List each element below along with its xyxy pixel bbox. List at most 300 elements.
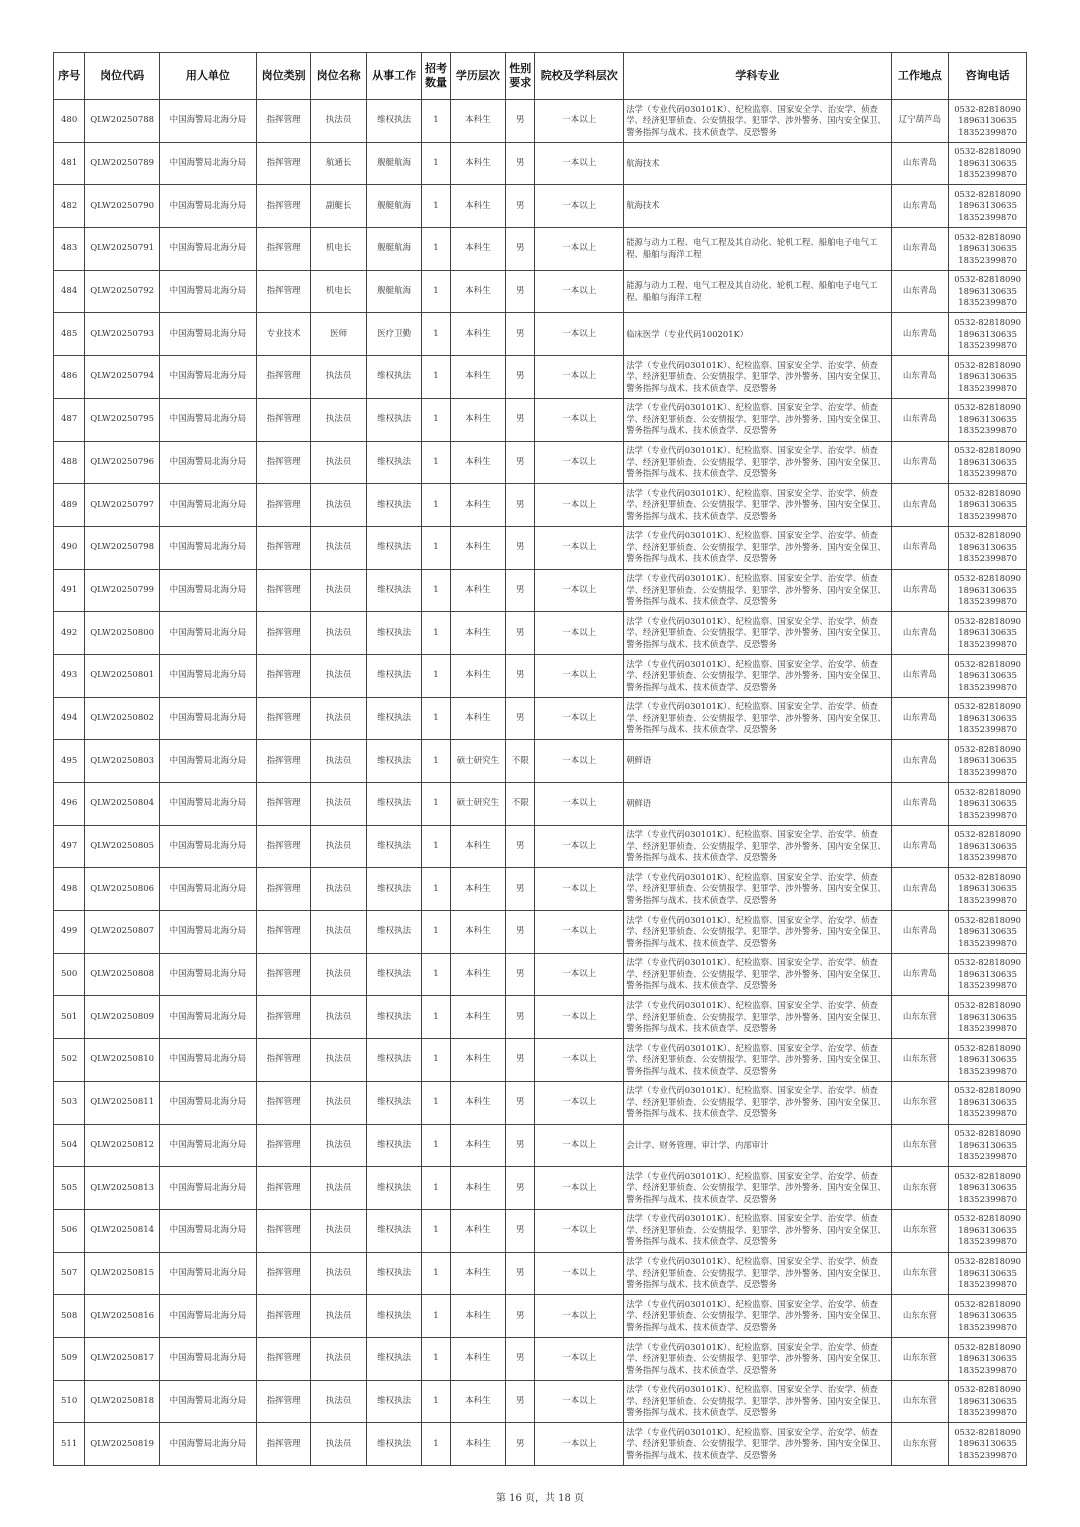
major: 法学（专业代码030101K）、纪检监察、国家安全学、治安学、侦查学、经济犯罪侦查、公安情报学、犯罪学、涉外警务、国内安全保卫、警务指挥与战术、技术侦查学、反恐警务: [624, 484, 891, 527]
contact-phone: 0532-82818090 18963130635 18352399870: [949, 1337, 1027, 1380]
school-level: 一本以上: [535, 1380, 624, 1423]
employer: 中国海警局北海分局: [159, 996, 256, 1039]
major: 法学（专业代码030101K）、纪检监察、国家安全学、治安学、侦查学、经济犯罪侦查、公安情报学、犯罪学、涉外警务、国内安全保卫、警务指挥与战术、技术侦查学、反恐警务: [624, 697, 891, 740]
school-level: 一本以上: [535, 825, 624, 868]
education-level: 本科生: [450, 1124, 506, 1167]
post-name: 执法员: [311, 526, 367, 569]
school-level: 一本以上: [535, 783, 624, 826]
page-footer: 第 16 页，共 18 页: [495, 1493, 585, 1504]
major: 航海技术: [624, 142, 891, 185]
major: 法学（专业代码030101K）、纪检监察、国家安全学、治安学、侦查学、经济犯罪侦查、公安情报学、犯罪学、涉外警务、国内安全保卫、警务指挥与战术、技术侦查学、反恐警务: [624, 911, 891, 954]
school-level: 一本以上: [535, 484, 624, 527]
work-location: 山东青岛: [891, 142, 949, 185]
row-number: 505: [54, 1167, 85, 1210]
table-row: [54, 313, 1027, 356]
row-number: 511: [54, 1423, 85, 1466]
quota: 1: [422, 484, 450, 527]
quota: 1: [422, 398, 450, 441]
work-type: 舰艇航海: [366, 185, 422, 228]
contact-phone: 0532-82818090 18963130635 18352399870: [949, 1295, 1027, 1338]
contact-phone: 0532-82818090 18963130635 18352399870: [949, 612, 1027, 655]
quota: 1: [422, 100, 450, 143]
table-row: [54, 270, 1027, 313]
row-number: 483: [54, 228, 85, 271]
post-name: 执法员: [311, 1167, 367, 1210]
table-row: [54, 1423, 1027, 1466]
work-location: 山东青岛: [891, 569, 949, 612]
quota: 1: [422, 697, 450, 740]
table-row: [54, 100, 1027, 143]
work-type: 维权执法: [366, 1337, 422, 1380]
gender-requirement: 男: [506, 1167, 535, 1210]
row-number: 485: [54, 313, 85, 356]
post-category: 指挥管理: [256, 1124, 311, 1167]
quota: 1: [422, 996, 450, 1039]
gender-requirement: 男: [506, 1337, 535, 1380]
employer: 中国海警局北海分局: [159, 953, 256, 996]
post-name: 执法员: [311, 996, 367, 1039]
row-number: 484: [54, 270, 85, 313]
employer: 中国海警局北海分局: [159, 1295, 256, 1338]
gender-requirement: 男: [506, 356, 535, 399]
employer: 中国海警局北海分局: [159, 868, 256, 911]
work-type: 维权执法: [366, 740, 422, 783]
table-row: [54, 142, 1027, 185]
education-level: 本科生: [450, 1167, 506, 1210]
school-level: 一本以上: [535, 313, 624, 356]
gender-requirement: 男: [506, 654, 535, 697]
contact-phone: 0532-82818090 18963130635 18352399870: [949, 868, 1027, 911]
post-code: QLW20250803: [85, 740, 160, 783]
education-level: 本科生: [450, 911, 506, 954]
post-code: QLW20250789: [85, 142, 160, 185]
work-type: 维权执法: [366, 1380, 422, 1423]
work-location: 山东东营: [891, 1209, 949, 1252]
post-category: 指挥管理: [256, 1380, 311, 1423]
work-location: 山东东营: [891, 1167, 949, 1210]
employer: 中国海警局北海分局: [159, 441, 256, 484]
work-location: 山东东营: [891, 1039, 949, 1082]
table-row: [54, 953, 1027, 996]
major: 法学（专业代码030101K）、纪检监察、国家安全学、治安学、侦查学、经济犯罪侦查、公安情报学、犯罪学、涉外警务、国内安全保卫、警务指挥与战术、技术侦查学、反恐警务: [624, 1380, 891, 1423]
education-level: 本科生: [450, 228, 506, 271]
school-level: 一本以上: [535, 526, 624, 569]
work-type: 维权执法: [366, 1081, 422, 1124]
gender-requirement: 男: [506, 953, 535, 996]
work-location: 山东青岛: [891, 825, 949, 868]
quota: 1: [422, 953, 450, 996]
school-level: 一本以上: [535, 1039, 624, 1082]
post-category: 指挥管理: [256, 953, 311, 996]
school-level: 一本以上: [535, 1209, 624, 1252]
employer: 中国海警局北海分局: [159, 313, 256, 356]
work-type: 维权执法: [366, 911, 422, 954]
school-level: 一本以上: [535, 569, 624, 612]
work-type: 舰艇航海: [366, 270, 422, 313]
post-category: 指挥管理: [256, 228, 311, 271]
row-number: 508: [54, 1295, 85, 1338]
school-level: 一本以上: [535, 356, 624, 399]
contact-phone: 0532-82818090 18963130635 18352399870: [949, 228, 1027, 271]
gender-requirement: 男: [506, 1081, 535, 1124]
education-level: 本科生: [450, 953, 506, 996]
contact-phone: 0532-82818090 18963130635 18352399870: [949, 1209, 1027, 1252]
education-level: 本科生: [450, 1337, 506, 1380]
major: 朝鲜语: [624, 740, 891, 783]
gender-requirement: 男: [506, 569, 535, 612]
school-level: 一本以上: [535, 398, 624, 441]
school-level: 一本以上: [535, 996, 624, 1039]
row-number: 507: [54, 1252, 85, 1295]
gender-requirement: 不限: [506, 783, 535, 826]
work-location: 辽宁葫芦岛: [891, 100, 949, 143]
quota: 1: [422, 825, 450, 868]
contact-phone: 0532-82818090 18963130635 18352399870: [949, 1380, 1027, 1423]
post-name: 执法员: [311, 398, 367, 441]
post-name: 执法员: [311, 1039, 367, 1082]
post-name: 机电长: [311, 228, 367, 271]
education-level: 本科生: [450, 270, 506, 313]
major: 法学（专业代码030101K）、纪检监察、国家安全学、治安学、侦查学、经济犯罪侦查、公安情报学、犯罪学、涉外警务、国内安全保卫、警务指挥与战术、技术侦查学、反恐警务: [624, 1337, 891, 1380]
quota: 1: [422, 1209, 450, 1252]
post-category: 指挥管理: [256, 356, 311, 399]
education-level: 本科生: [450, 1295, 506, 1338]
table-row: [54, 569, 1027, 612]
gender-requirement: 男: [506, 228, 535, 271]
gender-requirement: 男: [506, 868, 535, 911]
post-name: 执法员: [311, 441, 367, 484]
major: 法学（专业代码030101K）、纪检监察、国家安全学、治安学、侦查学、经济犯罪侦查、公安情报学、犯罪学、涉外警务、国内安全保卫、警务指挥与战术、技术侦查学、反恐警务: [624, 1252, 891, 1295]
school-level: 一本以上: [535, 1252, 624, 1295]
school-level: 一本以上: [535, 1124, 624, 1167]
table-row: [54, 356, 1027, 399]
post-code: QLW20250796: [85, 441, 160, 484]
table-row: [54, 1081, 1027, 1124]
work-location: 山东青岛: [891, 185, 949, 228]
contact-phone: 0532-82818090 18963130635 18352399870: [949, 100, 1027, 143]
work-type: 维权执法: [366, 1167, 422, 1210]
row-number: 495: [54, 740, 85, 783]
row-number: 492: [54, 612, 85, 655]
gender-requirement: 男: [506, 1039, 535, 1082]
quota: 1: [422, 270, 450, 313]
work-type: 维权执法: [366, 484, 422, 527]
row-number: 487: [54, 398, 85, 441]
gender-requirement: 男: [506, 996, 535, 1039]
education-level: 本科生: [450, 1423, 506, 1466]
quota: 1: [422, 1252, 450, 1295]
post-code: QLW20250811: [85, 1081, 160, 1124]
quota: 1: [422, 612, 450, 655]
header-cell: 学科专业: [624, 53, 891, 100]
quota: 1: [422, 1423, 450, 1466]
table-body: [54, 100, 1027, 1466]
quota: 1: [422, 783, 450, 826]
education-level: 硕士研究生: [450, 783, 506, 826]
work-location: 山东东营: [891, 1252, 949, 1295]
work-type: 维权执法: [366, 398, 422, 441]
work-type: 维权执法: [366, 953, 422, 996]
major: 法学（专业代码030101K）、纪检监察、国家安全学、治安学、侦查学、经济犯罪侦查、公安情报学、犯罪学、涉外警务、国内安全保卫、警务指挥与战术、技术侦查学、反恐警务: [624, 569, 891, 612]
work-location: 山东青岛: [891, 654, 949, 697]
header-cell: 招考 数量: [422, 53, 450, 100]
row-number: 500: [54, 953, 85, 996]
table-row: [54, 441, 1027, 484]
post-category: 指挥管理: [256, 783, 311, 826]
table-row: [54, 1039, 1027, 1082]
major: 法学（专业代码030101K）、纪检监察、国家安全学、治安学、侦查学、经济犯罪侦查、公安情报学、犯罪学、涉外警务、国内安全保卫、警务指挥与战术、技术侦查学、反恐警务: [624, 356, 891, 399]
quota: 1: [422, 654, 450, 697]
employer: 中国海警局北海分局: [159, 697, 256, 740]
quota: 1: [422, 569, 450, 612]
major: 法学（专业代码030101K）、纪检监察、国家安全学、治安学、侦查学、经济犯罪侦查、公安情报学、犯罪学、涉外警务、国内安全保卫、警务指挥与战术、技术侦查学、反恐警务: [624, 612, 891, 655]
school-level: 一本以上: [535, 185, 624, 228]
post-code: QLW20250805: [85, 825, 160, 868]
gender-requirement: 男: [506, 142, 535, 185]
work-location: 山东青岛: [891, 526, 949, 569]
school-level: 一本以上: [535, 697, 624, 740]
major: 法学（专业代码030101K）、纪检监察、国家安全学、治安学、侦查学、经济犯罪侦查、公安情报学、犯罪学、涉外警务、国内安全保卫、警务指挥与战术、技术侦查学、反恐警务: [624, 825, 891, 868]
work-location: 山东东营: [891, 1081, 949, 1124]
post-name: 执法员: [311, 484, 367, 527]
post-name: 执法员: [311, 697, 367, 740]
gender-requirement: 男: [506, 1423, 535, 1466]
employer: 中国海警局北海分局: [159, 1039, 256, 1082]
contact-phone: 0532-82818090 18963130635 18352399870: [949, 441, 1027, 484]
quota: 1: [422, 185, 450, 228]
education-level: 本科生: [450, 825, 506, 868]
school-level: 一本以上: [535, 953, 624, 996]
major: 法学（专业代码030101K）、纪检监察、国家安全学、治安学、侦查学、经济犯罪侦查、公安情报学、犯罪学、涉外警务、国内安全保卫、警务指挥与战术、技术侦查学、反恐警务: [624, 654, 891, 697]
work-location: 山东东营: [891, 1380, 949, 1423]
table-row: [54, 1209, 1027, 1252]
work-type: 维权执法: [366, 441, 422, 484]
post-name: 执法员: [311, 1423, 367, 1466]
quota: 1: [422, 1337, 450, 1380]
school-level: 一本以上: [535, 270, 624, 313]
work-type: 维权执法: [366, 1252, 422, 1295]
post-code: QLW20250816: [85, 1295, 160, 1338]
gender-requirement: 男: [506, 612, 535, 655]
post-code: QLW20250790: [85, 185, 160, 228]
contact-phone: 0532-82818090 18963130635 18352399870: [949, 569, 1027, 612]
employer: 中国海警局北海分局: [159, 1337, 256, 1380]
contact-phone: 0532-82818090 18963130635 18352399870: [949, 953, 1027, 996]
post-category: 指挥管理: [256, 142, 311, 185]
work-location: 山东东营: [891, 1337, 949, 1380]
quota: 1: [422, 1167, 450, 1210]
major: 法学（专业代码030101K）、纪检监察、国家安全学、治安学、侦查学、经济犯罪侦查、公安情报学、犯罪学、涉外警务、国内安全保卫、警务指挥与战术、技术侦查学、反恐警务: [624, 868, 891, 911]
employer: 中国海警局北海分局: [159, 526, 256, 569]
work-type: 维权执法: [366, 1295, 422, 1338]
employer: 中国海警局北海分局: [159, 398, 256, 441]
education-level: 本科生: [450, 142, 506, 185]
education-level: 本科生: [450, 569, 506, 612]
post-name: 执法员: [311, 1380, 367, 1423]
post-category: 指挥管理: [256, 100, 311, 143]
school-level: 一本以上: [535, 911, 624, 954]
major: 法学（专业代码030101K）、纪检监察、国家安全学、治安学、侦查学、经济犯罪侦查、公安情报学、犯罪学、涉外警务、国内安全保卫、警务指挥与战术、技术侦查学、反恐警务: [624, 100, 891, 143]
post-category: 指挥管理: [256, 911, 311, 954]
work-type: 维权执法: [366, 526, 422, 569]
post-category: 指挥管理: [256, 185, 311, 228]
post-name: 执法员: [311, 911, 367, 954]
table-row: [54, 996, 1027, 1039]
employer: 中国海警局北海分局: [159, 484, 256, 527]
quota: 1: [422, 740, 450, 783]
school-level: 一本以上: [535, 1081, 624, 1124]
quota: 1: [422, 356, 450, 399]
school-level: 一本以上: [535, 228, 624, 271]
employer: 中国海警局北海分局: [159, 911, 256, 954]
work-type: 维权执法: [366, 1039, 422, 1082]
table-row: [54, 228, 1027, 271]
post-code: QLW20250797: [85, 484, 160, 527]
school-level: 一本以上: [535, 740, 624, 783]
quota: 1: [422, 228, 450, 271]
post-category: 指挥管理: [256, 1209, 311, 1252]
work-type: 维权执法: [366, 1423, 422, 1466]
gender-requirement: 男: [506, 1124, 535, 1167]
table-row: [54, 868, 1027, 911]
contact-phone: 0532-82818090 18963130635 18352399870: [949, 783, 1027, 826]
employer: 中国海警局北海分局: [159, 185, 256, 228]
post-code: QLW20250802: [85, 697, 160, 740]
post-category: 指挥管理: [256, 398, 311, 441]
quota: 1: [422, 1039, 450, 1082]
header-cell: 院校及学科层次: [535, 53, 624, 100]
contact-phone: 0532-82818090 18963130635 18352399870: [949, 1081, 1027, 1124]
education-level: 本科生: [450, 1081, 506, 1124]
school-level: 一本以上: [535, 1337, 624, 1380]
post-code: QLW20250817: [85, 1337, 160, 1380]
employer: 中国海警局北海分局: [159, 270, 256, 313]
post-code: QLW20250813: [85, 1167, 160, 1210]
post-code: QLW20250804: [85, 783, 160, 826]
contact-phone: 0532-82818090 18963130635 18352399870: [949, 1124, 1027, 1167]
contact-phone: 0532-82818090 18963130635 18352399870: [949, 1167, 1027, 1210]
post-category: 指挥管理: [256, 825, 311, 868]
table-row: [54, 185, 1027, 228]
post-code: QLW20250809: [85, 996, 160, 1039]
contact-phone: 0532-82818090 18963130635 18352399870: [949, 996, 1027, 1039]
quota: 1: [422, 1124, 450, 1167]
table-row: [54, 526, 1027, 569]
employer: 中国海警局北海分局: [159, 654, 256, 697]
gender-requirement: 男: [506, 270, 535, 313]
gender-requirement: 男: [506, 441, 535, 484]
post-code: QLW20250795: [85, 398, 160, 441]
contact-phone: 0532-82818090 18963130635 18352399870: [949, 398, 1027, 441]
row-number: 503: [54, 1081, 85, 1124]
employer: 中国海警局北海分局: [159, 1209, 256, 1252]
post-code: QLW20250815: [85, 1252, 160, 1295]
table-row: [54, 911, 1027, 954]
work-type: 维权执法: [366, 868, 422, 911]
gender-requirement: 男: [506, 100, 535, 143]
header-cell: 性别 要求: [506, 53, 535, 100]
post-category: 指挥管理: [256, 1295, 311, 1338]
education-level: 本科生: [450, 612, 506, 655]
post-code: QLW20250812: [85, 1124, 160, 1167]
post-name: 执法员: [311, 569, 367, 612]
row-number: 493: [54, 654, 85, 697]
major: 法学（专业代码030101K）、纪检监察、国家安全学、治安学、侦查学、经济犯罪侦查、公安情报学、犯罪学、涉外警务、国内安全保卫、警务指挥与战术、技术侦查学、反恐警务: [624, 1295, 891, 1338]
work-location: 山东青岛: [891, 441, 949, 484]
post-name: 航通长: [311, 142, 367, 185]
work-location: 山东青岛: [891, 356, 949, 399]
major: 法学（专业代码030101K）、纪检监察、国家安全学、治安学、侦查学、经济犯罪侦查、公安情报学、犯罪学、涉外警务、国内安全保卫、警务指挥与战术、技术侦查学、反恐警务: [624, 398, 891, 441]
school-level: 一本以上: [535, 1423, 624, 1466]
contact-phone: 0532-82818090 18963130635 18352399870: [949, 1039, 1027, 1082]
employer: 中国海警局北海分局: [159, 356, 256, 399]
header-cell: 从事工作: [366, 53, 422, 100]
post-category: 专业技术: [256, 313, 311, 356]
post-code: QLW20250807: [85, 911, 160, 954]
row-number: 509: [54, 1337, 85, 1380]
table-row: [54, 1295, 1027, 1338]
row-number: 498: [54, 868, 85, 911]
work-location: 山东青岛: [891, 953, 949, 996]
post-category: 指挥管理: [256, 996, 311, 1039]
post-code: QLW20250819: [85, 1423, 160, 1466]
post-category: 指挥管理: [256, 1337, 311, 1380]
contact-phone: 0532-82818090 18963130635 18352399870: [949, 142, 1027, 185]
school-level: 一本以上: [535, 142, 624, 185]
contact-phone: 0532-82818090 18963130635 18352399870: [949, 697, 1027, 740]
post-code: QLW20250792: [85, 270, 160, 313]
post-code: QLW20250814: [85, 1209, 160, 1252]
post-code: QLW20250800: [85, 612, 160, 655]
post-code: QLW20250806: [85, 868, 160, 911]
post-name: 执法员: [311, 612, 367, 655]
education-level: 本科生: [450, 1209, 506, 1252]
post-name: 副艇长: [311, 185, 367, 228]
post-name: 执法员: [311, 868, 367, 911]
post-category: 指挥管理: [256, 868, 311, 911]
post-name: 执法员: [311, 1209, 367, 1252]
post-code: QLW20250808: [85, 953, 160, 996]
quota: 1: [422, 868, 450, 911]
post-code: QLW20250810: [85, 1039, 160, 1082]
table-row: [54, 783, 1027, 826]
work-location: 山东东营: [891, 1423, 949, 1466]
gender-requirement: 男: [506, 1380, 535, 1423]
work-type: 维权执法: [366, 356, 422, 399]
row-number: 494: [54, 697, 85, 740]
post-category: 指挥管理: [256, 270, 311, 313]
education-level: 本科生: [450, 1380, 506, 1423]
gender-requirement: 男: [506, 1209, 535, 1252]
post-name: 执法员: [311, 1081, 367, 1124]
post-name: 机电长: [311, 270, 367, 313]
major: 法学（专业代码030101K）、纪检监察、国家安全学、治安学、侦查学、经济犯罪侦查、公安情报学、犯罪学、涉外警务、国内安全保卫、警务指挥与战术、技术侦查学、反恐警务: [624, 996, 891, 1039]
table-row: [54, 1380, 1027, 1423]
row-number: 480: [54, 100, 85, 143]
post-name: 执法员: [311, 825, 367, 868]
work-type: 维权执法: [366, 569, 422, 612]
work-type: 维权执法: [366, 100, 422, 143]
work-type: 医疗卫勤: [366, 313, 422, 356]
recruitment-table: [53, 52, 1027, 1466]
contact-phone: 0532-82818090 18963130635 18352399870: [949, 185, 1027, 228]
employer: 中国海警局北海分局: [159, 825, 256, 868]
major: 航海技术: [624, 185, 891, 228]
header-cell: 学历层次: [450, 53, 506, 100]
work-type: 维权执法: [366, 1124, 422, 1167]
contact-phone: 0532-82818090 18963130635 18352399870: [949, 270, 1027, 313]
employer: 中国海警局北海分局: [159, 569, 256, 612]
